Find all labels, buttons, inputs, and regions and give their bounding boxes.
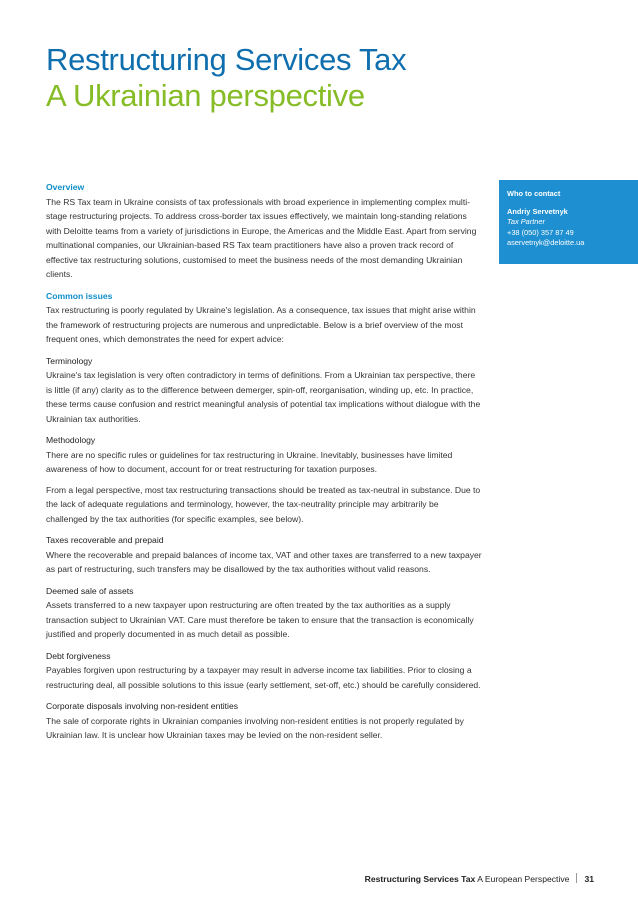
section-corporate-disposals	[46, 699, 482, 743]
overview-heading: Overview	[46, 182, 85, 192]
contact-name: Andriy Servetnyk	[507, 206, 568, 216]
page-title	[46, 42, 406, 114]
section-debt-forgiveness	[46, 649, 482, 693]
terminology-heading: Terminology	[46, 355, 93, 366]
footer-title-normal: A European Perspective	[475, 874, 570, 884]
contact-heading: Who to contact	[507, 189, 561, 198]
footer-title-bold: Restructuring Services Tax	[364, 874, 476, 884]
contact-box	[499, 180, 638, 264]
common-issues-text: Tax restructuring is poorly regulated by Ukraine's legislation. As a consequence, tax issues that might arise within the framework of restructuring projects are numerous and unpredictable. Below is a brief overview of the most frequent ones, which demonstrates the need for expert advice:	[46, 305, 476, 344]
debt-forgiveness-heading: Debt forgiveness	[46, 650, 111, 661]
footer-divider	[576, 873, 577, 883]
terminology-text: Ukraine's tax legislation is very often contradictory in terms of definitions. From a Ukrainian tax perspective, there is little (if any) clarity as to the difference between demerger, spin-off, reorganisation, winding up, etc. In practice, these terms cause confusion and restrict meaningful analysis of potential tax implications without dialogue with the Ukrainian tax authorities.	[46, 370, 481, 424]
corporate-disposals-heading: Corporate disposals involving non-resident entities	[46, 701, 239, 711]
section-taxes-recoverable	[46, 533, 482, 577]
deemed-sale-heading: Deemed sale of assets	[46, 585, 134, 596]
methodology-text-1: There are no specific rules or guidelines for tax restructuring in Ukraine. Inevitably, businesses have limited awareness of how to document, account for or treat restructuring for taxation purposes.	[46, 449, 453, 474]
contact-phone: +38 (050) 357 87 49	[507, 227, 574, 237]
page-footer	[365, 873, 594, 885]
methodology-text-2: From a legal perspective, most tax restructuring transactions should be treated as tax-neutral in substance. Due to the lack of adequate regulations and terminology, however, the tax-neutrality principle may arbitrarily be challenged by the tax authorities (for specific examples, see below).	[46, 484, 481, 524]
section-terminology	[46, 354, 482, 427]
title-line-1: Restructuring Services Tax	[46, 42, 407, 77]
section-overview	[46, 180, 482, 282]
main-content	[46, 180, 482, 750]
taxes-recoverable-heading: Taxes recoverable and prepaid	[46, 535, 164, 545]
section-methodology	[46, 433, 482, 526]
section-common-issues	[46, 289, 482, 347]
contact-role: Tax Partner	[507, 217, 545, 227]
title-line-2: A Ukrainian perspective	[46, 78, 365, 113]
deemed-sale-text: Assets transferred to a new taxpayer upon restructuring are often treated by the tax authorities as a supply transaction subject to Ukrainian VAT. Care must therefore be taken to ensure that the transaction is economically justified and properly documented in as much detail as possible.	[46, 600, 474, 639]
debt-forgiveness-text: Payables forgiven upon restructuring by a taxpayer may result in adverse income tax liabilities. Prior to closing a restructuring deal, all possible solutions to this issue (early settlement, set-off, etc.) should be carefully considered.	[46, 665, 481, 690]
taxes-recoverable-text: Where the recoverable and prepaid balances of income tax, VAT and other taxes are transferred to a new taxpayer as part of restructuring, such transfers may be disallowed by the tax authorities without valid reasons.	[46, 549, 482, 574]
overview-text: The RS Tax team in Ukraine consists of tax professionals with broad experience in implementing complex multi-stage restructuring projects. To address cross-border tax issues effectively, we maintain long-standing relations with Deloitte teams from a variety of jurisdictions in Europe, the Americas and the Middle East. Apart from serving multinational companies, our Ukrainian-based RS Tax team practitioners have also a proven track record of effective tax restructuring solutions, customised to meet the business needs of the most demanding Ukrainian clients.	[46, 196, 477, 279]
contact-email[interactable]: aservetnyk@deloitte.ua	[507, 238, 585, 248]
common-issues-heading: Common issues	[46, 290, 113, 301]
corporate-disposals-text: The sale of corporate rights in Ukrainian companies involving non-resident entities is not properly regulated by Ukrainian law. It is unclear how Ukrainian taxes may be levied on the non-resident seller.	[46, 715, 464, 740]
section-deemed-sale	[46, 584, 482, 642]
page-number: 31	[584, 874, 594, 884]
methodology-heading: Methodology	[46, 435, 96, 445]
